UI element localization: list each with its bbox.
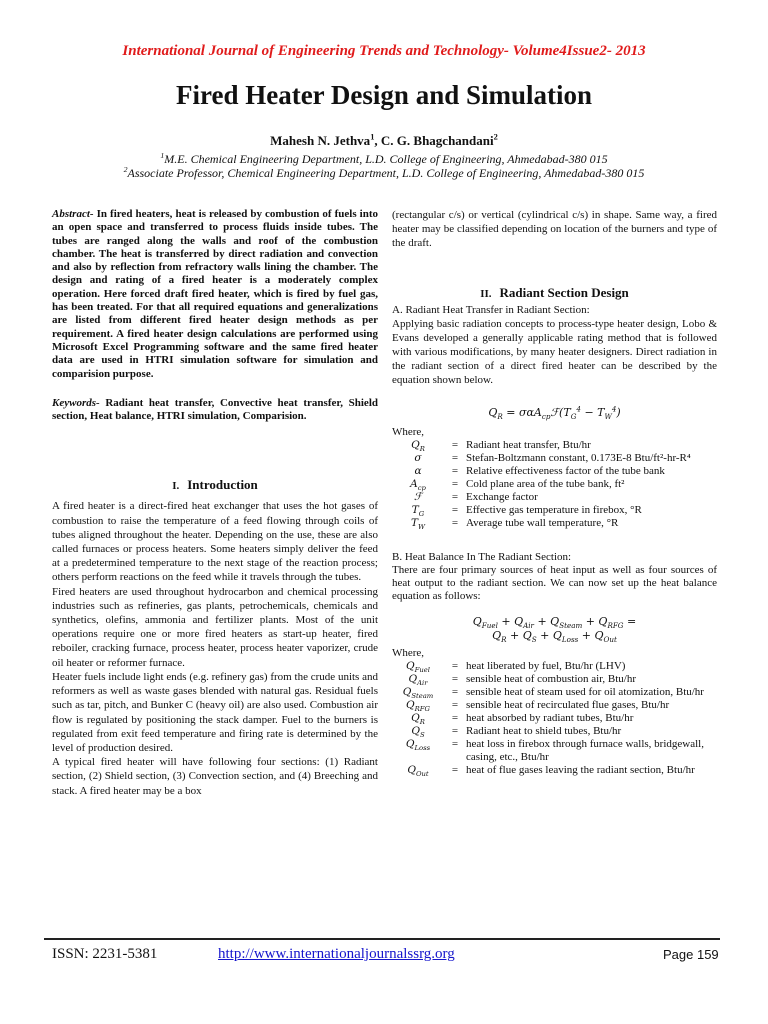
equation-radiant: $Q_R$ = $\sigma\alpha A_{cp}ℱ(T_G^4 - T_W^4)$ <box>488 403 621 421</box>
affiliation-1-sup: 1 <box>160 151 165 160</box>
subsection-a-heading: A. Radiant Heat Transfer in Radiant Section: <box>392 303 590 316</box>
right-column <box>392 208 717 777</box>
symbol: $Q_R$ <box>411 438 425 453</box>
section-number: I. <box>172 480 180 493</box>
authors-line <box>0 133 768 149</box>
abstract <box>52 208 378 381</box>
equals-sign: = <box>451 685 459 698</box>
intro-paragraph-3: Heater fuels include light ends (e.g. refinery gas) from the crude units and reformers as well as waste gases blended with natural gas. Residual fuels such as tar, pitch, and Bunker C (heavy oil) are also used. Combustion air flow is regulated by positioning the stack damper. Fuel to the burners is regulated from exit feed temperature and firing rate is determined by the level of production desired. <box>52 670 378 754</box>
abstract-text: In fired heaters, heat is released by combustion of fuels into an open space and transferred to process fluids inside tubes. The tubes are ranged along the walls and roof of the combustion chamber. The heat is transferred by direct radiation and convection and also by reflection from refractory walls lining the chamber. The design and rating of a fired heater is a moderately complex operation. Here forced draft fired heater, which is fired by fuel gas, has been treated. For that all required equations and generalizations are listed from different fired heater design methods as per requirement. A fired heater design calculations are performed using Microsoft Excel Programming software and the same fired heater data are used in HTRI simulation software for simulation and comparision purpose. <box>52 208 378 380</box>
symbol: $Q_R$ <box>411 711 425 726</box>
equals-sign: = <box>451 698 459 711</box>
definition-text: sensible heat of combustion air, Btu/hr <box>466 672 637 685</box>
definitions-table-1 <box>392 439 717 530</box>
symbol: $Q_{Steam}$ <box>402 685 434 700</box>
paper-title: Fired Heater Design and Simulation <box>175 80 593 110</box>
author-1-sup: 1 <box>370 131 375 142</box>
section-title: Radiant Section Design <box>499 284 629 300</box>
subsection-b-heading: B. Heat Balance In The Radiant Section: <box>392 550 572 563</box>
definition-text: Radiant heat to shield tubes, Btu/hr <box>466 724 622 737</box>
symbol: $A_{cp}$ <box>410 477 426 492</box>
subsection-b-paragraph: There are four primary sources of heat input as well as four sources of heat output to the radiant section. We can now set up the heat balance equation as follows: <box>392 563 717 602</box>
equals-sign: = <box>451 672 459 685</box>
definition-text: Radiant heat transfer, Btu/hr <box>466 438 591 451</box>
keywords-text: Radiant heat transfer, Convective heat transfer, Shield section, Heat balance, HTRI simulation, Comparision. <box>52 396 378 423</box>
symbol: ℱ <box>413 490 423 503</box>
symbol: $Q_{Loss}$ <box>405 737 431 752</box>
equals-sign: = <box>451 451 459 464</box>
definition-row <box>392 764 717 777</box>
definition-text: Cold plane area of the tube bank, ft² <box>466 477 625 490</box>
definition-text: heat of flue gases leaving the radiant section, Btu/hr <box>466 763 695 776</box>
equals-sign: = <box>451 464 459 477</box>
equals-sign: = <box>451 711 459 724</box>
section-radiant-heading <box>392 285 717 301</box>
definition-row <box>392 452 717 465</box>
symbol: α <box>414 464 422 477</box>
equals-sign: = <box>451 737 459 750</box>
abstract-lead: Abstract- <box>52 208 94 220</box>
intro-paragraph-4: A typical fired heater will have following four sections: (1) Radiant section, (2) Shield section, (3) Convection section, and (4) Breeching and stack. A fired heater may be a box <box>52 756 378 797</box>
definition-row <box>392 660 717 673</box>
symbol: $Q_{RFG}$ <box>406 698 430 713</box>
section-number: II. <box>480 287 492 300</box>
equals-sign: = <box>451 490 459 503</box>
definition-row <box>392 738 717 764</box>
affiliation-2 <box>0 166 768 181</box>
author-2-sup: 2 <box>493 131 498 142</box>
where-label-1: Where, <box>392 425 425 438</box>
equals-sign: = <box>451 477 459 490</box>
definitions-table-2 <box>392 660 717 777</box>
left-column <box>52 208 378 798</box>
symbol: $Q_{Fuel}$ <box>406 659 430 674</box>
definition-text: Effective gas temperature in firebox, °R <box>466 503 642 516</box>
definition-text: Average tube wall temperature, °R <box>466 516 619 529</box>
affiliation-1 <box>0 152 768 167</box>
equals-sign: = <box>451 438 459 451</box>
where-label-2: Where, <box>392 646 425 659</box>
author-1: Mahesh N. Jethva <box>270 133 371 148</box>
affiliation-2-text: Associate Professor, Chemical Engineering Department, L.D. College of Engineering, Ahmedabad-380 015 <box>127 166 645 180</box>
definition-text: sensible heat of recirculated flue gases, Btu/hr <box>466 698 670 711</box>
definition-row <box>392 465 717 478</box>
footer-page-number: Page 159 <box>663 947 719 962</box>
section-title: Introduction <box>187 477 258 493</box>
equation-heat-balance: $Q_{Fuel} + Q_{Air} + Q_{Steam} + Q_{RFG}$ = $Q_R + Q_S + Q_{Loss} + Q_{Out}$ <box>472 614 637 644</box>
affiliation-2-sup: 2 <box>123 165 128 174</box>
equals-sign: = <box>451 503 459 516</box>
footer-divider <box>44 938 720 940</box>
definition-text: heat loss in firebox through furnace walls, bridgewall, casing, etc., Btu/hr <box>466 737 704 763</box>
footer-issn: ISSN: 2231-5381 <box>52 946 158 962</box>
subsection-a-paragraph: Applying basic radiation concepts to process-type heater design, Lobo & Evans developed a generally applicable rating method that is followed with various modifications, by many heater designers. Direct radiation in the radiant section of a direct fired heater can be described by the equation shown below. <box>392 317 717 387</box>
symbol: $T_G$ <box>411 503 425 518</box>
definition-row <box>392 712 717 725</box>
definition-text: heat absorbed by radiant tubes, Btu/hr <box>466 711 634 724</box>
definition-row <box>392 504 717 517</box>
keywords <box>52 397 378 424</box>
symbol: $Q_{Air}$ <box>408 672 428 687</box>
definition-text: Exchange factor <box>466 490 538 503</box>
definition-text: sensible heat of steam used for oil atomization, Btu/hr <box>466 685 704 698</box>
definition-row <box>392 673 717 686</box>
definition-row <box>392 439 717 452</box>
definition-row <box>392 517 717 530</box>
footer-journal-link[interactable]: http://www.internationaljournalssrg.org <box>218 946 455 962</box>
equals-sign: = <box>451 516 459 529</box>
symbol: $T_W$ <box>410 516 426 531</box>
definition-text: Stefan-Boltzmann constant, 0.173E-8 Btu/ft²-hr-R⁴ <box>466 451 691 464</box>
equals-sign: = <box>451 724 459 737</box>
equals-sign: = <box>451 659 459 672</box>
equals-sign: = <box>451 763 459 776</box>
intro-paragraph-2: Fired heaters are used throughout hydrocarbon and chemical processing industries such as refineries, gas plants, petrochemicals, chemicals and synthetics, olefins, ammonia and fertilizer plants. Most of the unit operations require one or more fired heaters as start-up heater, fired reboiler, cracking furnace, process heater, process heater vaporizer, crude oil heater or reformer furnace. <box>52 585 378 669</box>
symbol: $Q_{Out}$ <box>407 763 429 778</box>
definition-text: Relative effectiveness factor of the tube bank <box>466 464 665 477</box>
definition-text: heat liberated by fuel, Btu/hr (LHV) <box>466 659 626 672</box>
symbol: σ <box>414 451 422 464</box>
symbol: $Q_S$ <box>411 724 425 739</box>
author-separator: , <box>374 133 381 148</box>
definition-row <box>392 725 717 738</box>
intro-paragraph-1: A fired heater is a direct-fired heat exchanger that uses the hot gases of combustion to raise the temperature of a feed flowing through coils of tubes aligned throughout the heater. Depending on the use, these are also called furnaces or process heaters. Some heaters simply deliver the feed at a predetermined temperature to the next stage of the reaction process; others perform reactions on the feed while it travels through the tubes. <box>52 500 378 584</box>
intro-continuation: (rectangular c/s) or vertical (cylindrical c/s) in shape. Same way, a fired heater may be classified depending on location of the burners and type of the draft. <box>392 209 717 250</box>
definition-row <box>392 686 717 699</box>
author-2: C. G. Bhagchandani <box>380 133 494 148</box>
journal-header: International Journal of Engineering Trends and Technology- Volume4Issue2- 2013 <box>122 43 646 59</box>
definition-row <box>392 491 717 504</box>
section-introduction-heading <box>52 477 378 493</box>
keywords-lead: Keywords- <box>52 396 100 409</box>
definition-row <box>392 478 717 491</box>
definition-row <box>392 699 717 712</box>
affiliation-1-text: M.E. Chemical Engineering Department, L.D. College of Engineering, Ahmedabad-380 015 <box>164 152 608 166</box>
